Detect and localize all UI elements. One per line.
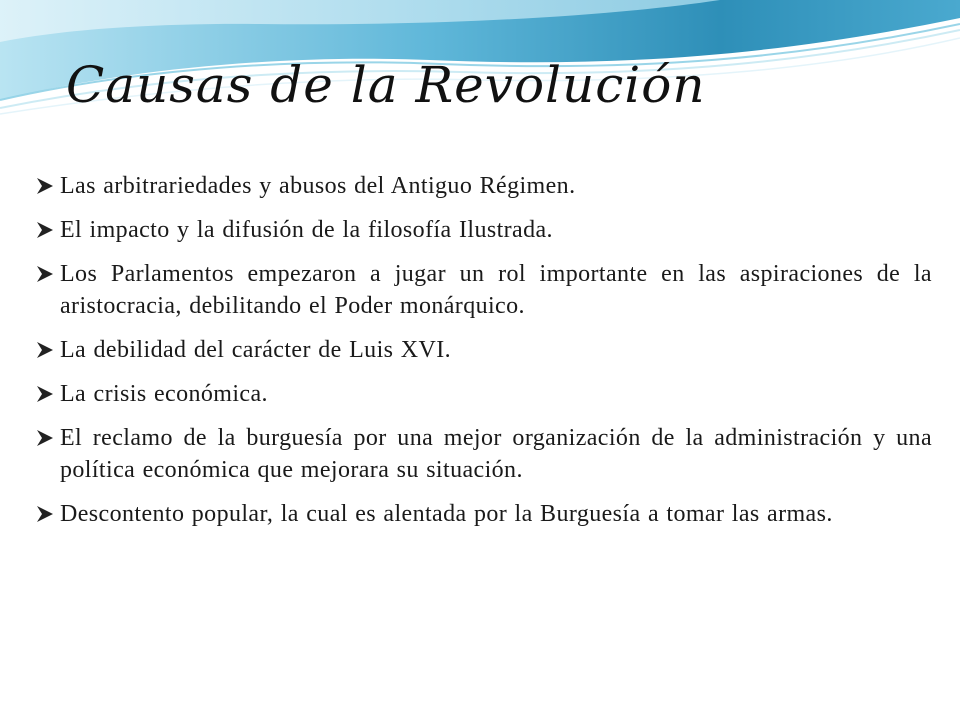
arrowhead-bullet-icon [36, 498, 60, 530]
slide-title: Causas de la Revolución [66, 56, 706, 114]
arrowhead-bullet-icon [36, 422, 60, 454]
arrowhead-bullet-icon [36, 170, 60, 202]
list-item [36, 258, 932, 322]
bullet-list [36, 170, 932, 542]
list-item [36, 334, 932, 366]
bullet-text: El impacto y la difusión de la filosofía Ilustrada. [60, 217, 553, 243]
list-item [36, 214, 932, 246]
arrowhead-bullet-icon [36, 378, 60, 410]
list-item [36, 378, 932, 410]
bullet-text: El reclamo de la burguesía por una mejor organización de la administración y una política económica que mejorara su situación. [60, 425, 932, 483]
arrowhead-bullet-icon [36, 214, 60, 246]
list-item [36, 422, 932, 486]
arrowhead-bullet-icon [36, 334, 60, 366]
list-item [36, 170, 932, 202]
bullet-text: Los Parlamentos empezaron a jugar un rol importante en las aspiraciones de la aristocracia, debilitando el Poder monárquico. [60, 261, 932, 319]
arrowhead-bullet-icon [36, 258, 60, 290]
bullet-text: Las arbitrariedades y abusos del Antiguo Régimen. [60, 173, 576, 199]
bullet-text: La debilidad del carácter de Luis XVI. [60, 337, 452, 363]
bullet-text: La crisis económica. [60, 381, 268, 407]
list-item [36, 498, 932, 530]
bullet-text: Descontento popular, la cual es alentada por la Burguesía a tomar las armas. [60, 501, 833, 527]
